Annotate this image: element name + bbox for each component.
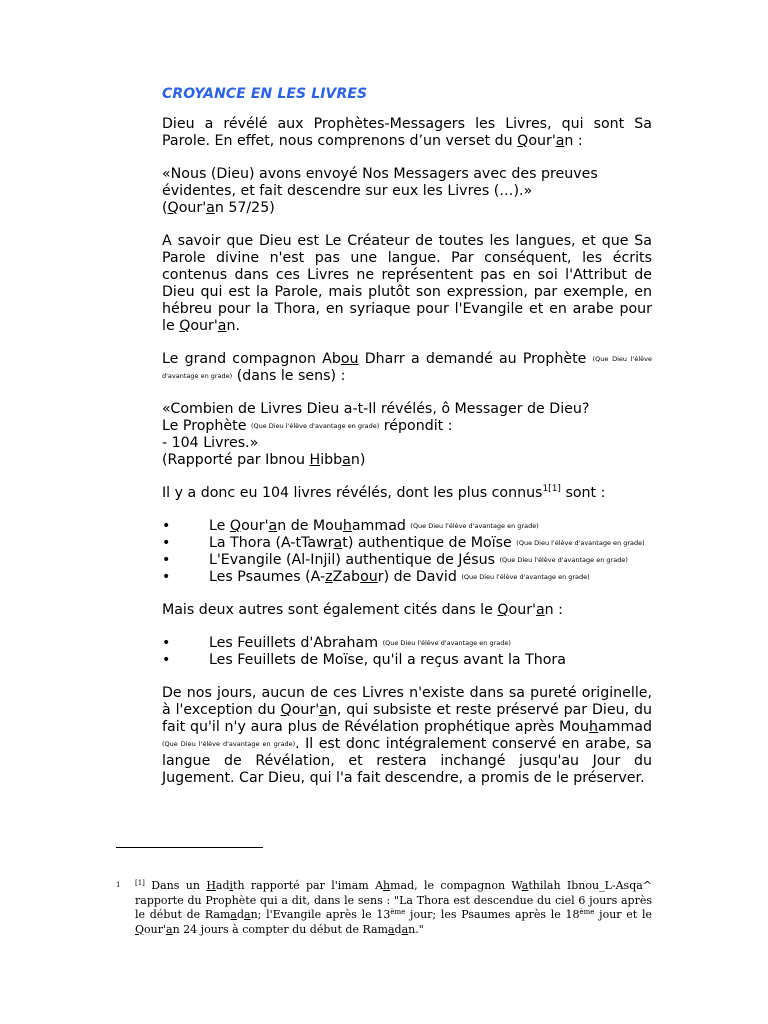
salutation: (Que Dieu l'élève d'avantage en grade) <box>162 355 653 380</box>
list-item: • Les Feuillets de Moïse, qu'il a reçus avant la Thora <box>162 652 566 668</box>
bullet-icon: • <box>162 518 171 534</box>
footnote <box>116 879 652 937</box>
quote-hadith: «Combien de Livres Dieu a-t-Il révélés, ô Messager de Dieu? Le Prophète (Que Dieu l'élève d'avantage en grade) répondit : - 104 Livres.» (Rapporté par Ibnou Hibban) <box>162 401 590 468</box>
salutation: (Que Dieu l'élève d'avantage en grade) <box>516 539 645 547</box>
salutation: (Que Dieu l'élève d'avantage en grade) <box>162 740 296 748</box>
salutation: (Que Dieu l'élève d'avantage en grade) <box>499 556 628 564</box>
list-item: • L'Evangile (Al-Injil) authentique de Jésus (Que Dieu l'élève d'avantage en grade) <box>162 552 628 568</box>
paragraph-intro: Dieu a révélé aux Prophètes-Messagers les Livres, qui sont Sa Parole. En effet, nous comprenons d’un verset du Qour'an : <box>162 116 652 149</box>
bullet-icon: • <box>162 652 171 668</box>
bullet-icon: • <box>162 552 171 568</box>
paragraph-two-others: Mais deux autres sont également cités dans le Qour'an : <box>162 602 563 618</box>
salutation: (Que Dieu l'élève d'avantage en grade) <box>410 522 539 530</box>
salutation: (Que Dieu l'élève d'avantage en grade) <box>382 639 511 647</box>
footnote-text: [1] Dans un Hadith rapporté par l'imam Ahmad, le compagnon Wathilah Ibnou_L-Asqa^ rapporte du Prophète qui a dit, dans le sens : "La Thora est descendue du ciel 6 jours après le début de Ramadan; l'Evangile après le 13ème jour; les Psaumes après le 18ème jour et le Qour'an 24 jours à compter du début de Ramadan." <box>135 879 653 936</box>
list-other-books <box>162 635 652 669</box>
salutation: (Que Dieu l'élève d'avantage en grade) <box>250 422 380 430</box>
list-item: • Les Psaumes (A-zZabour) de David (Que Dieu l'élève d'avantage en grade) <box>162 569 590 585</box>
list-item: • Les Feuillets d'Abraham (Que Dieu l'élève d'avantage en grade) <box>162 635 511 651</box>
list-known-books <box>162 518 652 586</box>
quote-verse: «Nous (Dieu) avons envoyé Nos Messagers avec des preuves évidentes, et fait descendre sur eux les Livres (…).» (Qour'an 57/25) <box>162 166 598 216</box>
paragraph-abou-dharr: Le grand compagnon Abou Dharr a demandé au Prophète (Que Dieu l'élève d'avantage en grade) (dans le sens) : <box>162 351 653 384</box>
list-item: • La Thora (A-tTawrat) authentique de Moïse (Que Dieu l'élève d'avantage en grade) <box>162 535 645 551</box>
document-body <box>162 86 652 803</box>
bullet-icon: • <box>162 635 171 651</box>
page-title: CROYANCE EN LES LIVRES <box>162 86 368 102</box>
footnote-reference[interactable]: 1[1] <box>542 484 561 494</box>
bullet-icon: • <box>162 569 171 585</box>
paragraph-preservation: De nos jours, aucun de ces Livres n'existe dans sa pureté originelle, à l'exception du Qour'an, qui subsiste et reste préservé par Dieu, du fait qu'il n'y aura plus de Révélation prophétique après Mouhammad (Que Dieu l'élève d'avantage en grade). Il est donc intégralement conservé en arabe, sa langue de Révélation, et restera inchangé jusqu'au Jour du Jugement. Car Dieu, qui l'a fait descendre, a promis de le préserver. <box>162 685 652 786</box>
bullet-icon: • <box>162 535 171 551</box>
footnote-separator <box>116 847 263 848</box>
paragraph-languages: A savoir que Dieu est Le Créateur de toutes les langues, et que Sa Parole divine n'est pas une langue. Par conséquent, les écrits contenus dans ces Livres ne représentent pas en soi l'Attribut de Dieu qui est la Parole, mais plutôt son expression, par exemple, en hébreu pour la Thora, en syriaque pour l'Evangile et en arabe pour le Qour'an. <box>162 233 652 334</box>
paragraph-104-books: Il y a donc eu 104 livres révélés, dont les plus connus$^{1[1]}$ sont : <box>162 484 606 501</box>
salutation: (Que Dieu l'élève d'avantage en grade) <box>461 573 590 581</box>
list-item: • Le Qour'an de Mouhammad (Que Dieu l'élève d'avantage en grade) <box>162 518 539 534</box>
footnote-mark: [1] <box>135 879 145 887</box>
footnote-number: 1 <box>116 881 121 889</box>
